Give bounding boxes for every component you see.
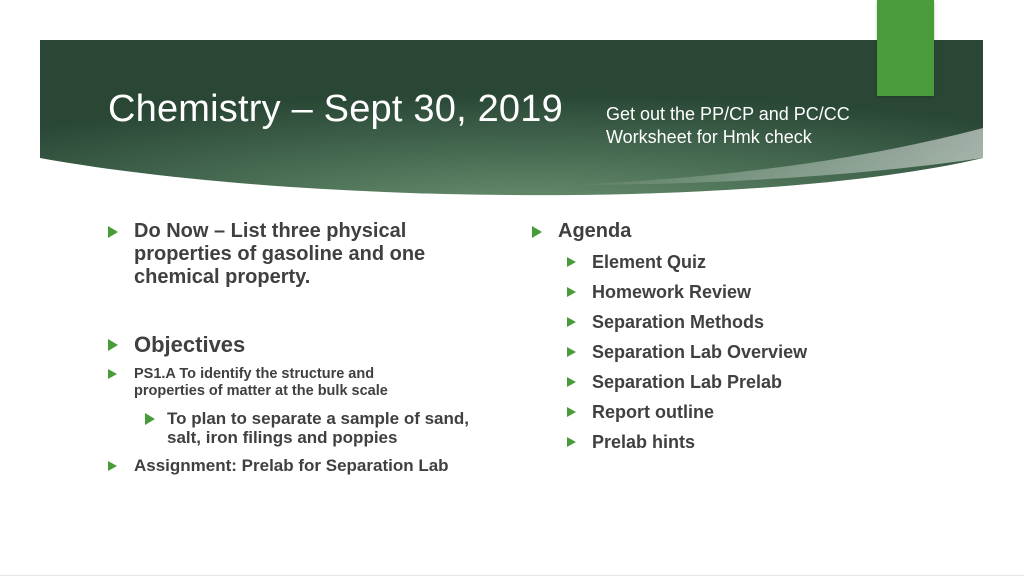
- assignment-text: Assignment: Prelab for Separation Lab: [134, 456, 449, 475]
- bullet-arrow-icon: [108, 226, 118, 238]
- agenda-item-label: Report outline: [592, 402, 714, 422]
- agenda-item-label: Element Quiz: [592, 252, 707, 272]
- agenda-item-label: Prelab hints: [592, 432, 696, 452]
- agenda-item-label: Separation Methods: [592, 312, 765, 332]
- agenda-item: [567, 401, 714, 423]
- bullet-arrow-icon: [567, 437, 576, 447]
- bullet-arrow-icon: [108, 461, 117, 471]
- agenda-item: [567, 341, 807, 363]
- do-now-text: Do Now – List three physical properties of gasoline and one chemical property.: [134, 220, 426, 288]
- bullet-arrow-icon: [108, 369, 117, 379]
- slide-title: Chemistry – Sept 30, 2019: [108, 88, 563, 130]
- bullet-arrow-icon: [532, 226, 542, 238]
- bullet-plan: [145, 409, 495, 447]
- bullet-arrow-icon: [108, 339, 118, 351]
- agenda-item-label: Separation Lab Prelab: [592, 372, 783, 392]
- bullet-arrow-icon: [567, 347, 576, 357]
- objectives-text: Objectives: [134, 332, 246, 357]
- agenda-text: Agenda: [558, 220, 632, 242]
- bullet-arrow-icon: [567, 257, 576, 267]
- agenda-item: [567, 281, 751, 303]
- bullet-agenda: [532, 220, 832, 243]
- bullet-arrow-icon: [567, 317, 576, 327]
- bullet-objectives: [108, 332, 498, 358]
- agenda-item: [567, 371, 782, 393]
- agenda-item: [567, 311, 764, 333]
- bullet-ps1a: [108, 366, 448, 400]
- bullet-arrow-icon: [145, 413, 155, 425]
- bullet-do-now: [108, 220, 498, 289]
- agenda-item-label: Homework Review: [592, 282, 752, 302]
- ps1a-text: PS1.A To identify the structure and properties of matter at the bulk scale: [134, 366, 388, 399]
- bullet-arrow-icon: [567, 287, 576, 297]
- bullet-arrow-icon: [567, 407, 576, 417]
- slide-subtitle: Get out the PP/CP and PC/CC Worksheet for Hmk check: [606, 104, 850, 147]
- plan-text: To plan to separate a sample of sand, salt, iron filings and poppies: [167, 409, 469, 447]
- bullet-arrow-icon: [567, 377, 576, 387]
- agenda-item: [567, 251, 706, 273]
- agenda-item-label: Separation Lab Overview: [592, 342, 808, 362]
- agenda-item: [567, 431, 695, 453]
- bullet-assignment: [108, 455, 508, 477]
- green-tab-decoration: [877, 0, 934, 96]
